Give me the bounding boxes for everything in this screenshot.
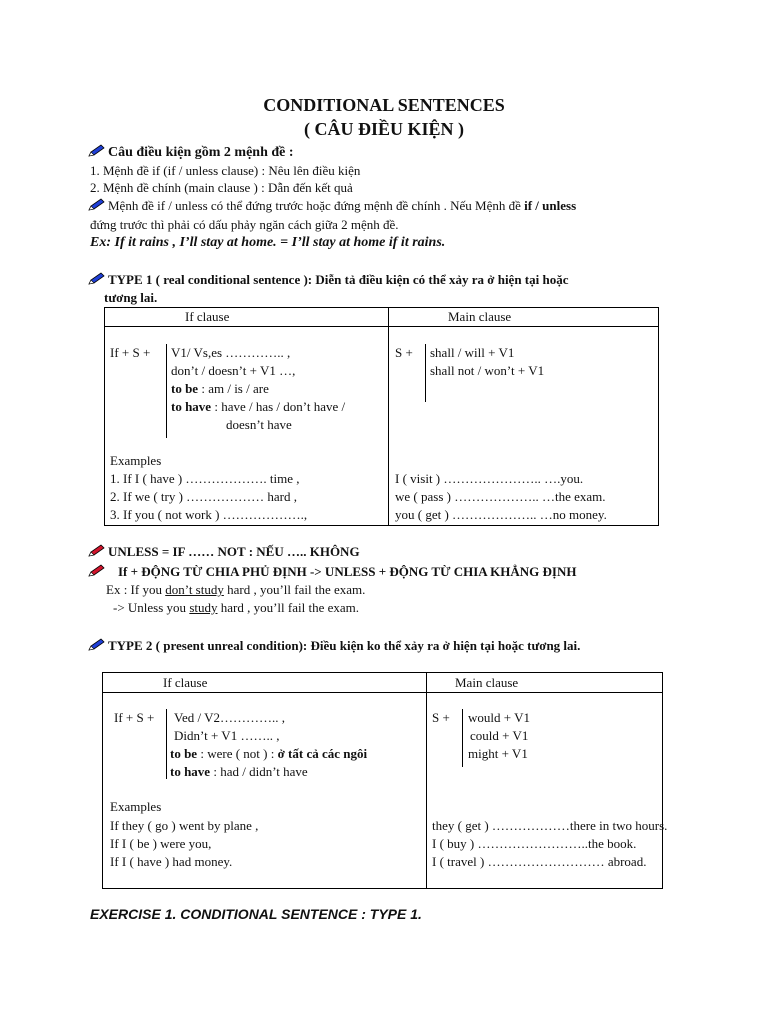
type2-col-if: If clause bbox=[163, 675, 208, 690]
type2-col-main: Main clause bbox=[455, 675, 519, 690]
type2-heading bbox=[88, 638, 580, 654]
type1-if-bracket bbox=[166, 344, 167, 438]
type1-col-if: If clause bbox=[185, 309, 230, 324]
type2-main-form-1: would + V1 bbox=[468, 710, 530, 725]
pencil-icon bbox=[88, 144, 105, 157]
type2-if-bracket bbox=[166, 709, 167, 779]
type2-example-main-1: they ( get ) ………………there in two hours. bbox=[432, 818, 668, 833]
intro-item-1: 1. Mệnh đề if (if / unless clause) : Nêu lên điều kiện bbox=[90, 163, 361, 178]
type1-if-form-2: don’t / doesn’t + V1 …, bbox=[171, 363, 296, 378]
type2-heading-text: TYPE 2 ( present unreal condition): Điều kiện ko thể xảy ra ở hiện tại hoặc tương lai. bbox=[108, 638, 581, 653]
type1-if-form-5: doesn’t have bbox=[226, 417, 292, 432]
page-subtitle: ( CÂU ĐIỀU KIỆN ) bbox=[303, 119, 464, 139]
pencil-icon bbox=[88, 638, 105, 651]
intro-heading-text: Câu điều kiện gồm 2 mệnh đề : bbox=[108, 145, 294, 160]
type1-example-main-1: I ( visit ) ………………….. ….you. bbox=[395, 471, 584, 486]
type1-if-prefix: If + S + bbox=[110, 345, 151, 360]
type2-if-form-4: to have : had / didn’t have bbox=[170, 764, 308, 779]
type1-table-divider bbox=[388, 307, 389, 525]
intro-note-line1 bbox=[88, 198, 576, 214]
type2-if-form-1: Ved / V2………….. , bbox=[174, 710, 285, 725]
intro-note-line2: đứng trước thì phải có dấu phảy ngăn cách giữa 2 mệnh đề. bbox=[90, 217, 399, 232]
type2-example-main-2: I ( buy ) ……………………..the book. bbox=[432, 836, 637, 851]
intro-item-2: 2. Mệnh đề chính (main clause ) : Dẫn đến kết quả bbox=[90, 180, 353, 195]
intro-example: Ex: If it rains , I’ll stay at home. = I’ll stay at home if it rains. bbox=[90, 235, 446, 250]
type1-if-form-1: V1/ Vs,es ………….. , bbox=[171, 345, 291, 360]
unless-rule bbox=[88, 544, 360, 560]
type2-main-form-2: could + V1 bbox=[470, 728, 529, 743]
type2-if-prefix: If + S + bbox=[114, 710, 155, 725]
unless-rule-text: UNLESS = IF …… NOT : NẾU ….. KHÔNG bbox=[108, 544, 360, 559]
type2-if-form-2: Didn’t + V1 …….. , bbox=[174, 728, 280, 743]
type1-main-form-2: shall not / won’t + V1 bbox=[430, 363, 545, 378]
pencil-icon bbox=[88, 198, 105, 211]
intro-note-text: Mệnh đề if / unless có thể đứng trước hoặc đứng mệnh đề chính . Nếu Mệnh đề bbox=[108, 198, 525, 213]
type1-table-header-line bbox=[104, 326, 658, 327]
type1-example-main-2: we ( pass ) ……………….. …the exam. bbox=[395, 489, 606, 504]
exercise-heading: EXERCISE 1. CONDITIONAL SENTENCE : TYPE 1. bbox=[90, 906, 422, 922]
type1-example-if-2: 2. If we ( try ) ……………… hard , bbox=[110, 489, 298, 504]
type2-example-main-3: I ( travel ) ……………………… abroad. bbox=[432, 854, 647, 869]
page-title: CONDITIONAL SENTENCES bbox=[263, 95, 505, 115]
type2-examples-label: Examples bbox=[110, 799, 162, 814]
type2-table-divider bbox=[426, 672, 427, 888]
type1-heading-cont: tương lai. bbox=[104, 290, 158, 305]
pencil-icon bbox=[88, 272, 105, 285]
type2-example-if-3: If I ( have ) had money. bbox=[110, 854, 233, 869]
type2-main-prefix: S + bbox=[432, 710, 450, 725]
type1-main-bracket bbox=[425, 344, 426, 402]
pencil-icon bbox=[88, 564, 105, 577]
type1-if-form-4: to have : have / has / don’t have / bbox=[171, 399, 346, 414]
unless-example-1: Ex : If you don’t study hard , you’ll fail the exam. bbox=[106, 582, 366, 597]
type2-if-form-3: to be : were ( not ) : ở tất cả các ngôi bbox=[170, 746, 368, 761]
intro-heading bbox=[88, 144, 294, 161]
intro-note-bold: if / unless bbox=[524, 198, 577, 213]
type2-example-if-1: If they ( go ) went by plane , bbox=[110, 818, 259, 833]
type1-if-form-3: to be : am / is / are bbox=[171, 381, 269, 396]
type1-example-main-3: you ( get ) ……………….. …no money. bbox=[395, 507, 607, 522]
type2-table-header-line bbox=[102, 692, 662, 693]
type1-example-if-3: 3. If you ( not work ) ………………., bbox=[110, 507, 308, 522]
type1-col-main: Main clause bbox=[448, 309, 512, 324]
type2-main-bracket bbox=[462, 709, 463, 767]
type1-heading bbox=[88, 272, 569, 288]
unless-conversion bbox=[88, 564, 577, 580]
unless-conversion-text: If + ĐỘNG TỪ CHIA PHỦ ĐỊNH -> UNLESS + ĐỘNG TỪ CHIA KHẲNG ĐỊNH bbox=[118, 564, 577, 579]
type2-example-if-2: If I ( be ) were you, bbox=[110, 836, 212, 851]
type1-examples-label: Examples bbox=[110, 453, 162, 468]
type1-main-form-1: shall / will + V1 bbox=[430, 345, 515, 360]
pencil-icon bbox=[88, 544, 105, 557]
type1-main-prefix: S + bbox=[395, 345, 413, 360]
type1-heading-text: TYPE 1 ( real conditional sentence ): Diễn tả điều kiện có thể xảy ra ở hiện tại hoặc bbox=[108, 272, 569, 287]
type2-main-form-3: might + V1 bbox=[468, 746, 528, 761]
type1-example-if-1: 1. If I ( have ) ………………. time , bbox=[110, 471, 300, 486]
unless-example-2: -> Unless you study hard , you’ll fail the exam. bbox=[113, 600, 359, 615]
